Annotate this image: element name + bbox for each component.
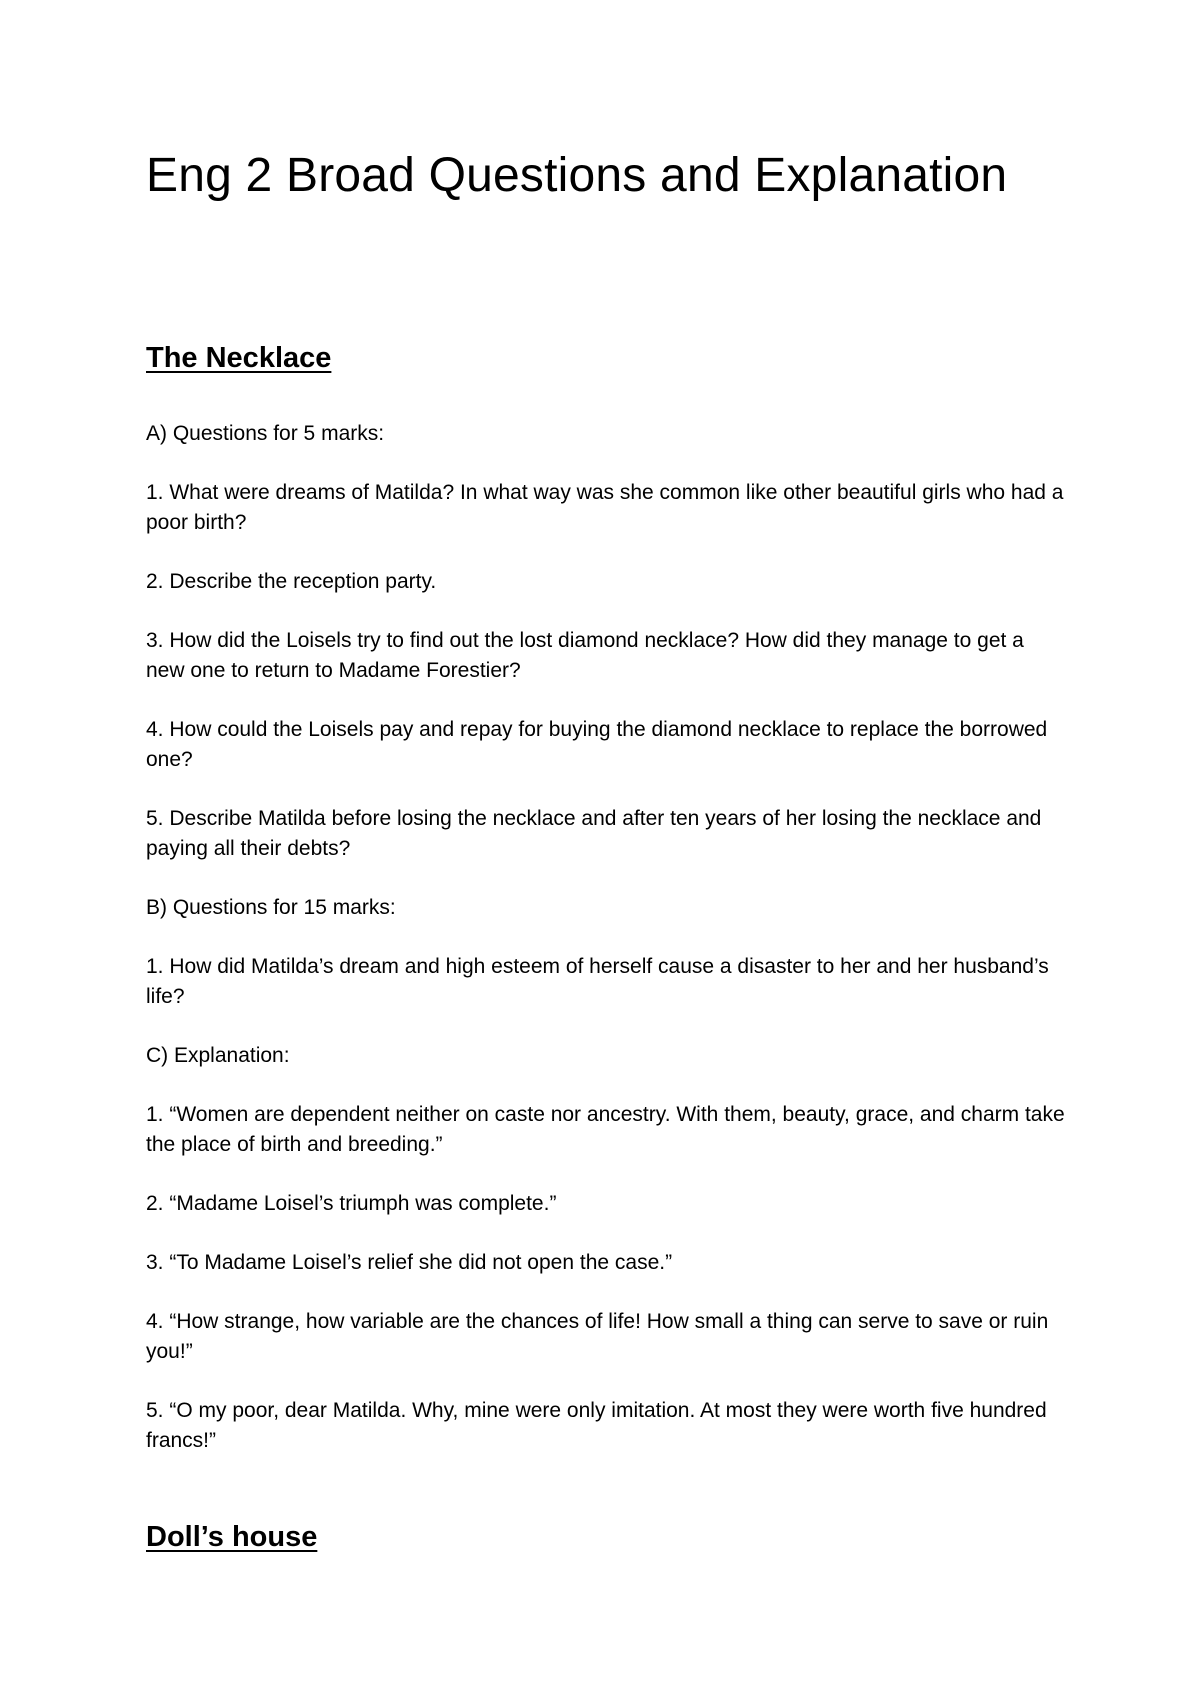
part-a-label: A) Questions for 5 marks: bbox=[146, 422, 385, 445]
question-a-1: 1. What were dreams of Matilda? In what way was she common like other beautiful girls who had a poor birth? bbox=[146, 481, 1064, 534]
explanation-item-3: 3. “To Madame Loisel’s relief she did not open the case.” bbox=[146, 1251, 673, 1274]
section-heading-dolls-house: Doll’s house bbox=[146, 1521, 318, 1553]
part-b-label: B) Questions for 15 marks: bbox=[146, 896, 396, 919]
explanation-item-5: 5. “O my poor, dear Matilda. Why, mine were only imitation. At most they were worth five hundred francs!” bbox=[146, 1399, 1047, 1452]
explanation-item-4: 4. “How strange, how variable are the chances of life! How small a thing can serve to save or ruin you!” bbox=[146, 1310, 1049, 1363]
question-b-1: 1. How did Matilda’s dream and high esteem of herself cause a disaster to her and her husband’s life? bbox=[146, 955, 1049, 1008]
question-a-3: 3. How did the Loisels try to find out the lost diamond necklace? How did they manage to get a new one to return to Madame Forestier? bbox=[146, 629, 1024, 682]
section-heading-the-necklace: The Necklace bbox=[146, 342, 332, 374]
question-a-4: 4. How could the Loisels pay and repay for buying the diamond necklace to replace the borrowed one? bbox=[146, 718, 1048, 771]
part-c-label: C) Explanation: bbox=[146, 1044, 290, 1067]
explanation-item-2: 2. “Madame Loisel’s triumph was complete.” bbox=[146, 1192, 557, 1215]
explanation-item-1: 1. “Women are dependent neither on caste nor ancestry. With them, beauty, grace, and charm take the place of birth and breeding.” bbox=[146, 1103, 1065, 1156]
document-title: Eng 2 Broad Questions and Explanation bbox=[146, 149, 1008, 202]
question-a-5: 5. Describe Matilda before losing the necklace and after ten years of her losing the necklace and paying all their debts? bbox=[146, 807, 1042, 860]
question-a-2: 2. Describe the reception party. bbox=[146, 570, 437, 593]
